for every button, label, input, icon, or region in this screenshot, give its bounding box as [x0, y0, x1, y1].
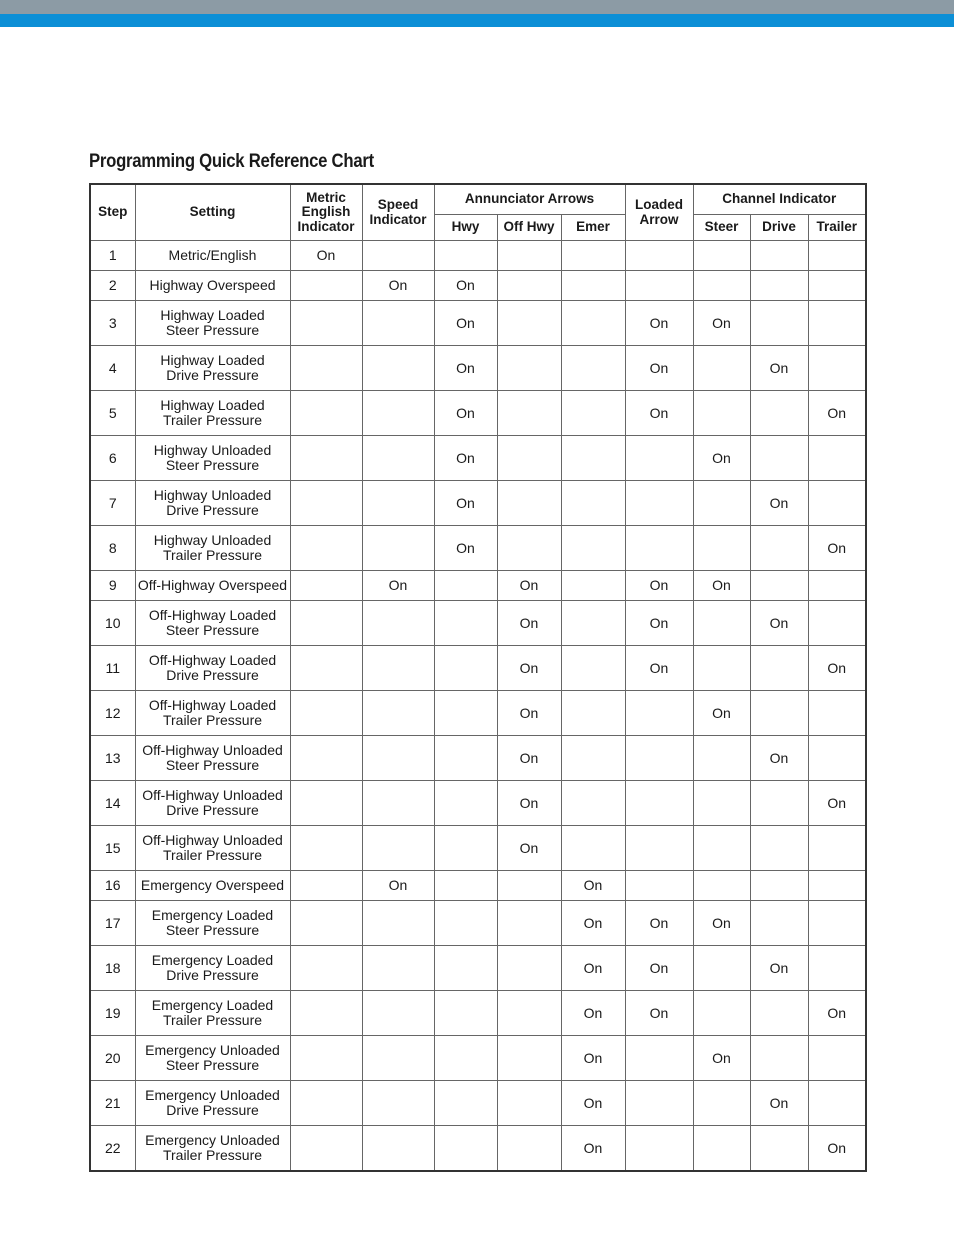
cell-trailer [808, 436, 866, 481]
cell-metric [290, 1126, 362, 1172]
cell-drive: On [750, 481, 808, 526]
cell-drive [750, 1126, 808, 1172]
cell-emer [561, 481, 625, 526]
cell-trailer [808, 736, 866, 781]
cell-loaded [625, 436, 693, 481]
cell-hwy: On [434, 301, 497, 346]
cell-trailer: On [808, 526, 866, 571]
cell-metric [290, 1036, 362, 1081]
cell-metric [290, 691, 362, 736]
cell-setting: Highway Unloaded Trailer Pressure [135, 526, 290, 571]
cell-steer [693, 871, 750, 901]
cell-hwy [434, 946, 497, 991]
header-hwy: Hwy [434, 215, 497, 241]
table-row [90, 436, 866, 481]
cell-step: 16 [90, 871, 135, 901]
table-row [90, 391, 866, 436]
header-channel-indicator: Channel Indicator [693, 184, 866, 215]
cell-trailer: On [808, 391, 866, 436]
cell-setting: Off-Highway Overspeed [135, 571, 290, 601]
cell-metric [290, 781, 362, 826]
cell-metric [290, 991, 362, 1036]
cell-loaded [625, 781, 693, 826]
cell-setting: Off-Highway Loaded Trailer Pressure [135, 691, 290, 736]
cell-metric [290, 826, 362, 871]
cell-steer [693, 646, 750, 691]
cell-steer: On [693, 901, 750, 946]
cell-step: 9 [90, 571, 135, 601]
cell-drive [750, 991, 808, 1036]
table-row [90, 481, 866, 526]
cell-offhwy [497, 1081, 561, 1126]
cell-hwy [434, 691, 497, 736]
cell-emer [561, 826, 625, 871]
cell-speed [362, 946, 434, 991]
cell-speed [362, 1036, 434, 1081]
cell-steer [693, 781, 750, 826]
cell-step: 7 [90, 481, 135, 526]
cell-speed [362, 901, 434, 946]
cell-drive [750, 646, 808, 691]
cell-offhwy [497, 346, 561, 391]
cell-speed [362, 526, 434, 571]
table-row [90, 736, 866, 781]
cell-metric [290, 871, 362, 901]
cell-emer: On [561, 1126, 625, 1172]
cell-offhwy [497, 871, 561, 901]
cell-loaded: On [625, 301, 693, 346]
cell-drive [750, 526, 808, 571]
cell-setting: Emergency Unloaded Drive Pressure [135, 1081, 290, 1126]
cell-emer [561, 391, 625, 436]
cell-speed [362, 991, 434, 1036]
cell-hwy [434, 571, 497, 601]
cell-trailer [808, 1036, 866, 1081]
cell-drive: On [750, 1081, 808, 1126]
cell-hwy: On [434, 436, 497, 481]
table-row [90, 901, 866, 946]
cell-step: 8 [90, 526, 135, 571]
cell-setting: Emergency Overspeed [135, 871, 290, 901]
cell-hwy [434, 781, 497, 826]
table-row [90, 646, 866, 691]
cell-hwy [434, 1081, 497, 1126]
cell-steer [693, 271, 750, 301]
cell-offhwy [497, 391, 561, 436]
top-gray-band [0, 0, 954, 14]
cell-offhwy [497, 436, 561, 481]
cell-speed [362, 691, 434, 736]
cell-drive [750, 826, 808, 871]
cell-emer: On [561, 991, 625, 1036]
cell-hwy [434, 646, 497, 691]
cell-loaded [625, 271, 693, 301]
cell-hwy: On [434, 526, 497, 571]
chart-body [90, 241, 866, 1172]
top-accent-band [0, 14, 954, 27]
cell-speed: On [362, 271, 434, 301]
table-row [90, 946, 866, 991]
cell-emer [561, 346, 625, 391]
cell-step: 15 [90, 826, 135, 871]
table-row [90, 691, 866, 736]
cell-emer [561, 736, 625, 781]
cell-emer: On [561, 1081, 625, 1126]
cell-emer: On [561, 1036, 625, 1081]
cell-loaded [625, 871, 693, 901]
cell-setting: Off-Highway Unloaded Steer Pressure [135, 736, 290, 781]
cell-offhwy: On [497, 646, 561, 691]
cell-setting: Off-Highway Loaded Drive Pressure [135, 646, 290, 691]
cell-step: 4 [90, 346, 135, 391]
cell-loaded: On [625, 571, 693, 601]
cell-setting: Highway Unloaded Drive Pressure [135, 481, 290, 526]
cell-step: 2 [90, 271, 135, 301]
cell-loaded [625, 826, 693, 871]
cell-speed [362, 1081, 434, 1126]
cell-emer [561, 571, 625, 601]
header-drive: Drive [750, 215, 808, 241]
cell-hwy [434, 901, 497, 946]
cell-hwy [434, 736, 497, 781]
cell-drive [750, 781, 808, 826]
cell-setting: Off-Highway Unloaded Trailer Pressure [135, 826, 290, 871]
cell-trailer: On [808, 991, 866, 1036]
cell-offhwy [497, 271, 561, 301]
cell-hwy: On [434, 271, 497, 301]
cell-setting: Emergency Unloaded Trailer Pressure [135, 1126, 290, 1172]
table-row [90, 991, 866, 1036]
cell-trailer [808, 1081, 866, 1126]
table-row [90, 1126, 866, 1172]
cell-hwy [434, 871, 497, 901]
cell-speed [362, 346, 434, 391]
cell-metric: On [290, 241, 362, 271]
cell-drive: On [750, 946, 808, 991]
cell-steer [693, 526, 750, 571]
header-speed-indicator: Speed Indicator [362, 184, 434, 241]
cell-trailer [808, 271, 866, 301]
cell-emer [561, 601, 625, 646]
cell-step: 14 [90, 781, 135, 826]
cell-trailer [808, 691, 866, 736]
cell-step: 20 [90, 1036, 135, 1081]
cell-hwy [434, 1036, 497, 1081]
cell-offhwy [497, 946, 561, 991]
cell-steer [693, 736, 750, 781]
header-loaded-arrow: Loaded Arrow [625, 184, 693, 241]
cell-hwy: On [434, 481, 497, 526]
cell-step: 6 [90, 436, 135, 481]
cell-trailer [808, 601, 866, 646]
cell-offhwy [497, 526, 561, 571]
header-off-hwy: Off Hwy [497, 215, 561, 241]
cell-step: 3 [90, 301, 135, 346]
cell-offhwy [497, 991, 561, 1036]
cell-step: 10 [90, 601, 135, 646]
cell-steer [693, 481, 750, 526]
cell-hwy [434, 991, 497, 1036]
cell-metric [290, 901, 362, 946]
cell-trailer [808, 571, 866, 601]
cell-loaded [625, 526, 693, 571]
cell-trailer [808, 826, 866, 871]
cell-steer [693, 601, 750, 646]
cell-metric [290, 571, 362, 601]
cell-drive [750, 241, 808, 271]
cell-step: 11 [90, 646, 135, 691]
table-row [90, 526, 866, 571]
cell-speed [362, 436, 434, 481]
cell-setting: Highway Loaded Drive Pressure [135, 346, 290, 391]
cell-steer [693, 1126, 750, 1172]
cell-trailer [808, 301, 866, 346]
cell-step: 21 [90, 1081, 135, 1126]
cell-step: 12 [90, 691, 135, 736]
cell-setting: Off-Highway Loaded Steer Pressure [135, 601, 290, 646]
cell-offhwy [497, 901, 561, 946]
cell-emer [561, 691, 625, 736]
table-row [90, 571, 866, 601]
header-annunciator-arrows: Annunciator Arrows [434, 184, 625, 215]
cell-metric [290, 736, 362, 781]
cell-speed [362, 646, 434, 691]
table-row [90, 781, 866, 826]
cell-loaded [625, 1036, 693, 1081]
cell-steer [693, 946, 750, 991]
cell-offhwy: On [497, 571, 561, 601]
cell-offhwy [497, 1036, 561, 1081]
cell-loaded [625, 736, 693, 781]
cell-speed [362, 1126, 434, 1172]
cell-setting: Highway Overspeed [135, 271, 290, 301]
cell-metric [290, 946, 362, 991]
cell-emer [561, 301, 625, 346]
table-row [90, 241, 866, 271]
cell-emer [561, 526, 625, 571]
cell-step: 22 [90, 1126, 135, 1172]
cell-hwy [434, 241, 497, 271]
cell-metric [290, 436, 362, 481]
cell-offhwy: On [497, 601, 561, 646]
cell-metric [290, 1081, 362, 1126]
reference-chart-table [89, 183, 867, 1172]
cell-trailer: On [808, 646, 866, 691]
cell-setting: Highway Loaded Trailer Pressure [135, 391, 290, 436]
cell-drive: On [750, 346, 808, 391]
cell-loaded [625, 241, 693, 271]
cell-hwy [434, 601, 497, 646]
cell-setting: Emergency Unloaded Steer Pressure [135, 1036, 290, 1081]
cell-speed [362, 781, 434, 826]
cell-loaded: On [625, 346, 693, 391]
table-row [90, 346, 866, 391]
cell-setting: Emergency Loaded Steer Pressure [135, 901, 290, 946]
cell-emer: On [561, 901, 625, 946]
cell-hwy [434, 826, 497, 871]
cell-setting: Emergency Loaded Drive Pressure [135, 946, 290, 991]
cell-drive [750, 901, 808, 946]
header-emer: Emer [561, 215, 625, 241]
cell-trailer: On [808, 1126, 866, 1172]
cell-steer: On [693, 691, 750, 736]
cell-metric [290, 526, 362, 571]
cell-emer [561, 241, 625, 271]
table-row [90, 1081, 866, 1126]
cell-speed [362, 241, 434, 271]
cell-steer: On [693, 436, 750, 481]
cell-steer [693, 991, 750, 1036]
cell-offhwy: On [497, 826, 561, 871]
cell-emer [561, 781, 625, 826]
cell-trailer [808, 241, 866, 271]
cell-loaded: On [625, 901, 693, 946]
cell-metric [290, 346, 362, 391]
cell-steer [693, 1081, 750, 1126]
cell-drive [750, 391, 808, 436]
cell-trailer [808, 871, 866, 901]
cell-speed [362, 826, 434, 871]
cell-steer [693, 241, 750, 271]
cell-speed: On [362, 871, 434, 901]
header-row-top [90, 184, 866, 215]
cell-hwy: On [434, 346, 497, 391]
cell-trailer [808, 901, 866, 946]
cell-steer [693, 826, 750, 871]
cell-setting: Emergency Loaded Trailer Pressure [135, 991, 290, 1036]
cell-loaded: On [625, 946, 693, 991]
cell-loaded: On [625, 991, 693, 1036]
cell-setting: Metric/English [135, 241, 290, 271]
cell-speed [362, 601, 434, 646]
cell-speed [362, 391, 434, 436]
cell-offhwy [497, 241, 561, 271]
cell-steer: On [693, 1036, 750, 1081]
cell-metric [290, 601, 362, 646]
cell-speed: On [362, 571, 434, 601]
cell-speed [362, 481, 434, 526]
header-step: Step [90, 184, 135, 241]
cell-emer [561, 436, 625, 481]
table-row [90, 601, 866, 646]
table-row [90, 871, 866, 901]
cell-drive: On [750, 601, 808, 646]
cell-step: 13 [90, 736, 135, 781]
header-trailer: Trailer [808, 215, 866, 241]
cell-loaded [625, 1126, 693, 1172]
cell-metric [290, 481, 362, 526]
cell-offhwy: On [497, 736, 561, 781]
cell-hwy [434, 1126, 497, 1172]
cell-step: 5 [90, 391, 135, 436]
cell-trailer: On [808, 781, 866, 826]
cell-emer [561, 271, 625, 301]
table-row [90, 271, 866, 301]
cell-step: 19 [90, 991, 135, 1036]
table-row [90, 826, 866, 871]
cell-emer: On [561, 946, 625, 991]
cell-hwy: On [434, 391, 497, 436]
cell-offhwy [497, 1126, 561, 1172]
cell-metric [290, 646, 362, 691]
cell-trailer [808, 346, 866, 391]
cell-drive [750, 691, 808, 736]
cell-emer [561, 646, 625, 691]
cell-steer [693, 346, 750, 391]
cell-drive [750, 1036, 808, 1081]
cell-steer [693, 391, 750, 436]
cell-loaded [625, 691, 693, 736]
cell-loaded: On [625, 601, 693, 646]
table-row [90, 1036, 866, 1081]
cell-metric [290, 301, 362, 346]
cell-drive [750, 436, 808, 481]
cell-setting: Highway Loaded Steer Pressure [135, 301, 290, 346]
cell-offhwy [497, 301, 561, 346]
cell-step: 18 [90, 946, 135, 991]
cell-metric [290, 391, 362, 436]
cell-loaded: On [625, 646, 693, 691]
cell-loaded [625, 481, 693, 526]
cell-emer: On [561, 871, 625, 901]
cell-step: 17 [90, 901, 135, 946]
cell-offhwy: On [497, 781, 561, 826]
cell-loaded [625, 1081, 693, 1126]
cell-drive [750, 301, 808, 346]
cell-steer: On [693, 571, 750, 601]
cell-offhwy: On [497, 691, 561, 736]
cell-trailer [808, 481, 866, 526]
cell-drive: On [750, 736, 808, 781]
cell-drive [750, 571, 808, 601]
cell-speed [362, 736, 434, 781]
cell-metric [290, 271, 362, 301]
cell-offhwy [497, 481, 561, 526]
header-setting: Setting [135, 184, 290, 241]
cell-speed [362, 301, 434, 346]
cell-trailer [808, 946, 866, 991]
cell-drive [750, 271, 808, 301]
cell-setting: Highway Unloaded Steer Pressure [135, 436, 290, 481]
header-metric-english-indicator: Metric English Indicator [290, 184, 362, 241]
cell-drive [750, 871, 808, 901]
page-title: Programming Quick Reference Chart [89, 151, 374, 172]
cell-loaded: On [625, 391, 693, 436]
cell-setting: Off-Highway Unloaded Drive Pressure [135, 781, 290, 826]
header-steer: Steer [693, 215, 750, 241]
cell-step: 1 [90, 241, 135, 271]
cell-steer: On [693, 301, 750, 346]
table-row [90, 301, 866, 346]
